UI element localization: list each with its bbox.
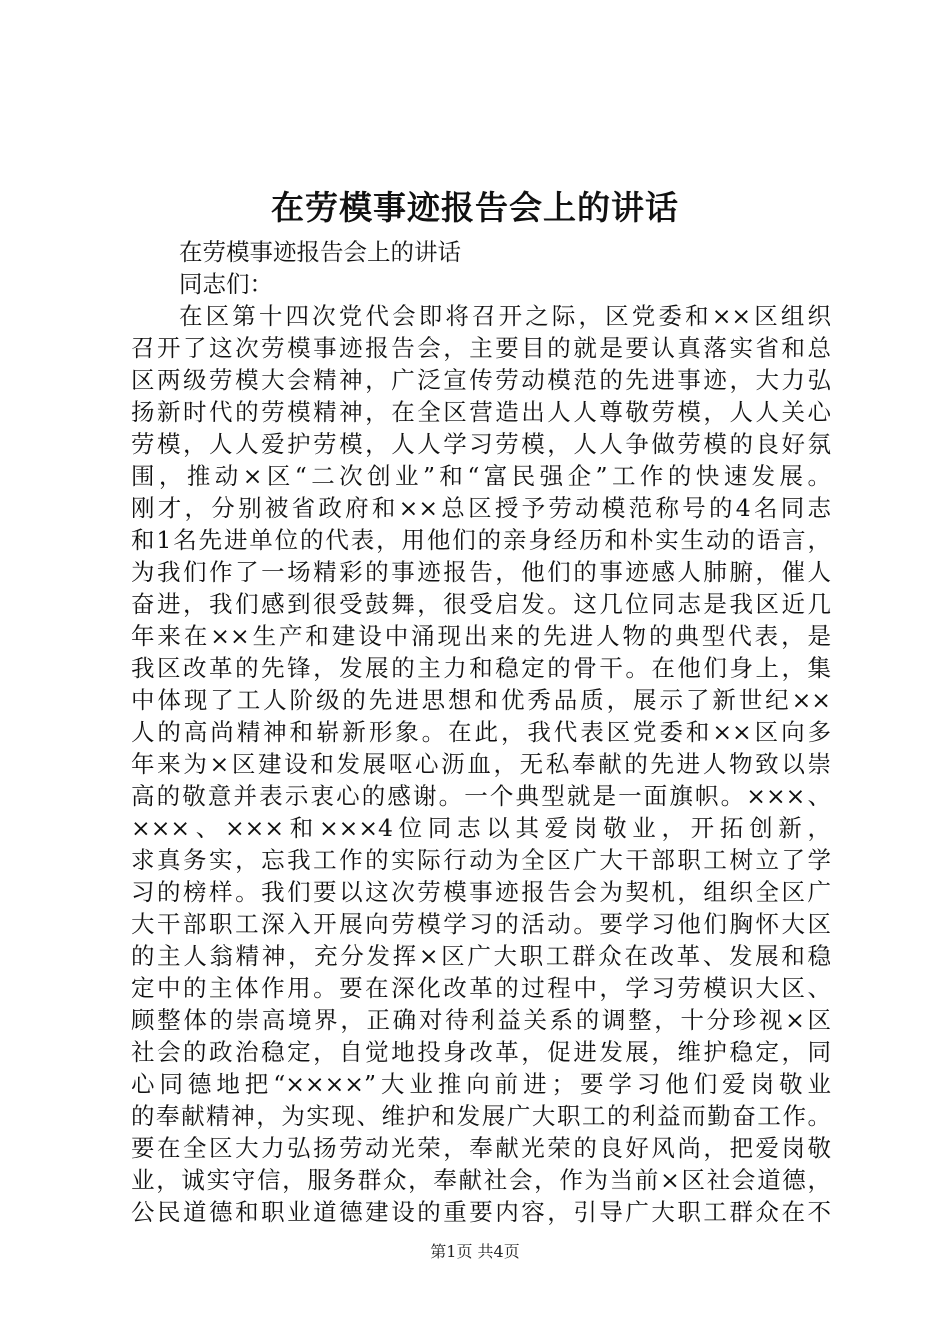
paragraph-line: 和1名先进单位的代表，用他们的亲身经历和朴实生动的语言， <box>131 526 831 554</box>
salutation: 同志们： <box>179 270 273 298</box>
paragraph-line: 习的榜样。我们要以这次劳模事迹报告会为契机，组织全区广 <box>131 878 831 906</box>
paragraph-line: ×××、×××和×××4位同志以其爱岗敬业，开拓创新， <box>131 814 831 842</box>
paragraph-line: 年来为×区建设和发展呕心沥血，无私奉献的先进人物致以崇 <box>131 750 831 778</box>
paragraph-line: 要在全区大力弘扬劳动光荣，奉献光荣的良好风尚，把爱岗敬 <box>131 1134 831 1162</box>
paragraph-line: 业，诚实守信，服务群众，奉献社会，作为当前×区社会道德， <box>131 1166 831 1194</box>
paragraph-line: 定中的主体作用。要在深化改革的过程中，学习劳模识大区、 <box>131 974 831 1002</box>
paragraph-line: 高的敬意并表示衷心的感谢。一个典型就是一面旗帜。×××、 <box>131 782 831 810</box>
paragraph-line: 人的高尚精神和崭新形象。在此，我代表区党委和××区向多 <box>131 718 831 746</box>
paragraph-line: 我区改革的先锋，发展的主力和稳定的骨干。在他们身上，集 <box>131 654 831 682</box>
paragraph-line: 刚才，分别被省政府和××总区授予劳动模范称号的4名同志 <box>131 494 831 522</box>
paragraph <box>131 300 831 1228</box>
paragraph-line: 年来在××生产和建设中涌现出来的先进人物的典型代表，是 <box>131 622 831 650</box>
paragraph-line: 中体现了工人阶级的先进思想和优秀品质，展示了新世纪×× <box>131 686 831 714</box>
paragraph-line: 劳模，人人爱护劳模，人人学习劳模，人人争做劳模的良好氛 <box>131 430 831 458</box>
paragraph-line: 的奉献精神，为实现、维护和发展广大职工的利益而勤奋工作。 <box>131 1102 831 1130</box>
paragraph-line: 在区第十四次党代会即将召开之际，区党委和××区组织 <box>179 302 831 330</box>
subtitle-line: 在劳模事迹报告会上的讲话 <box>179 238 461 266</box>
paragraph-line: 区两级劳模大会精神，广泛宣传劳动模范的先进事迹，大力弘 <box>131 366 831 394</box>
paragraph-line: 奋进，我们感到很受鼓舞，很受启发。这几位同志是我区近几 <box>131 590 831 618</box>
document-body <box>131 236 831 1228</box>
paragraph-line: 心同德地把“××××”大业推向前进；要学习他们爱岗敬业 <box>131 1070 831 1098</box>
paragraph-line: 公民道德和职业道德建设的重要内容，引导广大职工群众在不 <box>131 1198 831 1226</box>
paragraph-line: 社会的政治稳定，自觉地投身改革，促进发展，维护稳定，同 <box>131 1038 831 1066</box>
paragraph-line: 的主人翁精神，充分发挥×区广大职工群众在改革、发展和稳 <box>131 942 831 970</box>
paragraph-line: 顾整体的崇高境界，正确对待利益关系的调整，十分珍视×区 <box>131 1006 831 1034</box>
paragraph-line: 召开了这次劳模事迹报告会，主要目的就是要认真落实省和总 <box>131 334 831 362</box>
paragraph-line: 为我们作了一场精彩的事迹报告，他们的事迹感人肺腑，催人 <box>131 558 831 586</box>
page-number-footer: 第1页 共4页 <box>430 1242 520 1261</box>
paragraph-line: 大干部职工深入开展向劳模学习的活动。要学习他们胸怀大区 <box>131 910 831 938</box>
paragraph-line: 求真务实，忘我工作的实际行动为全区广大干部职工树立了学 <box>131 846 831 874</box>
document-title: 在劳模事迹报告会上的讲话 <box>271 188 679 227</box>
paragraph-line: 围，推动×区“二次创业”和“富民强企”工作的快速发展。 <box>131 462 831 490</box>
paragraph-line: 扬新时代的劳模精神，在全区营造出人人尊敬劳模，人人关心 <box>131 398 831 426</box>
